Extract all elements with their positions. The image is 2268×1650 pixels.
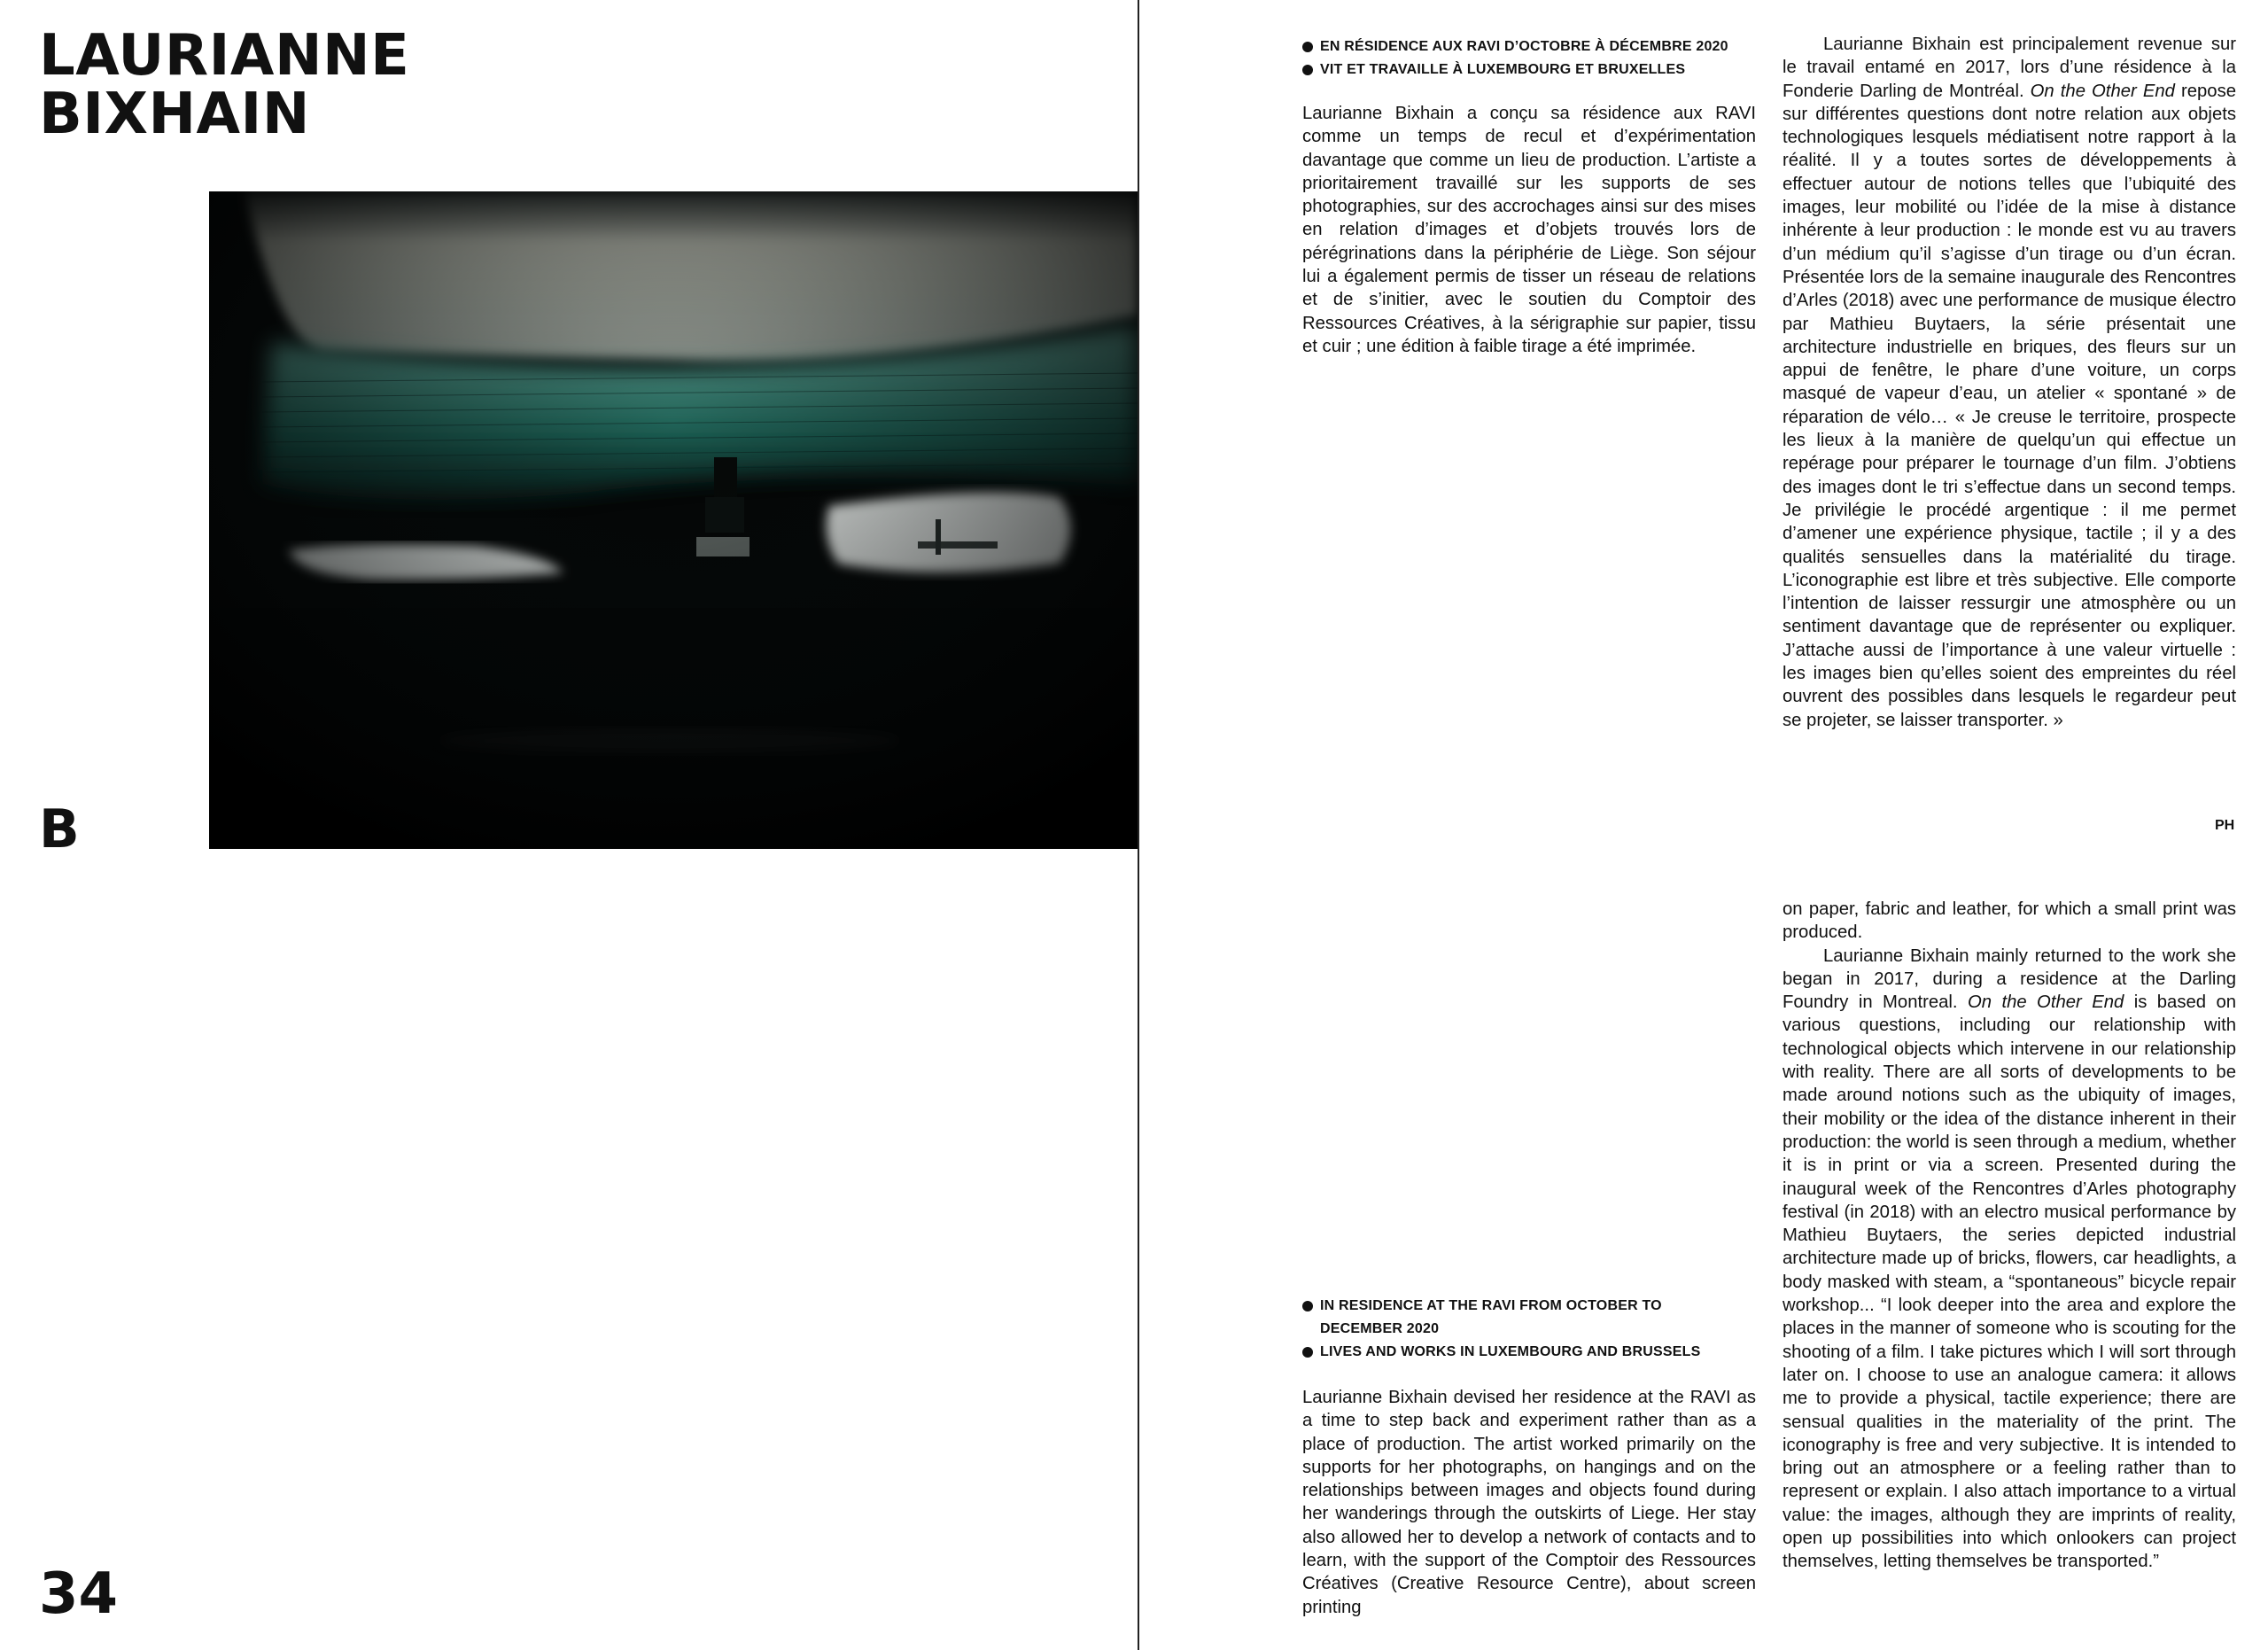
fr-meta-list bbox=[1302, 35, 1781, 82]
artist-name-heading bbox=[39, 23, 410, 147]
en-meta-list bbox=[1302, 1295, 1719, 1364]
fr-work-title: On the Other End bbox=[2030, 81, 2175, 101]
page-fold-divider bbox=[1138, 0, 1139, 1650]
photograph-image bbox=[209, 191, 1138, 849]
en-meta-residence: IN RESIDENCE AT THE RAVI FROM OCTOBER TO DECEMBER 2020 bbox=[1302, 1295, 1719, 1341]
en-main-text-b: is based on various questions, including our relationship with technological objects which intervene in our relationship with reality. There are all sorts of developments to be made around notions such as the ubiquity of images, their mobility or the idea of the distance inherent in their production: the world is seen through a medium, whether it is in print or via a screen. Presented during the inaugural week of the Rencontres d’Arles photography festival (in 2018) with an electro musical performance by Mathieu Buytaers, the series depicted industrial architecture made up of bricks, flowers, car headlights, a body masked with steam, a “spontaneous” bicycle repair workshop... “I look deeper into the area and explore the places in the manner of someone who is scouting for the shooting of a film. I take pictures which I will sort through later on. I choose to use an analogue camera: it allows me to provide a physical, tactile experience; there are sensual qualities in the materiality of the print. The iconography is free and very subjective. It is intended to bring out an atmosphere or a feeling rather than to represent or explain. I also attach importance to a virtual value: the images, although they are imprints of reality, open up possibilities into which onlookers can project themselves, letting themselves be transported.” bbox=[1783, 992, 2237, 1572]
artist-name-line-1: LAURIANNE bbox=[39, 23, 410, 89]
en-work-title: On the Other End bbox=[1967, 992, 2124, 1013]
fr-main-text-b: repose sur différentes questions dont notre relation aux objets technologiques lesquels médiatisent notre rapport à la réalité. Il y a toutes sortes de développements à effectuer autour de notions telles que l’ubiquité des images, leur mobilité ou l’idée de la mise à distance inhérente à leur production : le monde est vu au travers d’un médium qu’il s’agisse d’un tirage ou d’un écran. Présentée lors de la semaine inaugurale des Rencontres d’Arles (2018) avec une performance de musique électro par Mathieu Buytaers, la série présentait une architecture industrielle en briques, des fleurs sur un appui de fenêtre, le phare d’une voiture, un corps masqué de vapeur d’eau, un atelier « spontané » de réparation de vélo… « Je creuse le territoire, prospecte les lieux à la manière de quelqu’un qui effectue un repérage pour préparer le tournage d’un film. J’obtiens des images dont le tri s’effectue dans un second temps. Je privilégie le procédé argentique : il me permet d’amener une expérience physique, tactile ; il y a des qualités sensuelles dans la matérialité du tirage. L’iconographie est libre et très subjective. Elle comporte l’intention de laisser ressurgir une atmosphère ou un sentiment davantage que de représenter ou expliquer. J’attache aussi de l’importance à une valeur virtuelle : les images bien qu’elles soient des empreintes du réel ouvrent des possibles dans lesquels le regardeur peut se projeter, se laisser transporter. » bbox=[1783, 81, 2236, 730]
en-intro-text bbox=[1302, 1386, 1756, 1619]
fr-main-text bbox=[1783, 33, 2236, 732]
en-main-paragraph bbox=[1783, 945, 2236, 1574]
page-number: 34 bbox=[39, 1561, 119, 1627]
en-continuation-paragraph: on paper, fabric and leather, for which a small print was produced. bbox=[1783, 899, 2236, 943]
artwork-photograph bbox=[209, 191, 1138, 849]
en-meta-location: LIVES AND WORKS IN LUXEMBOURG AND BRUSSELS bbox=[1302, 1341, 1719, 1364]
section-letter: B bbox=[39, 798, 80, 860]
fr-meta-residence: EN RÉSIDENCE AUX RAVI D’OCTOBRE À DÉCEMBRE 2020 bbox=[1302, 35, 1781, 58]
en-intro-paragraph: Laurianne Bixhain devised her residence at the RAVI as a time to step back and experiment rather than as a place of production. The artist worked primarily on the supports for her photographs, on hangings and on the relationships between images and objects found during her wanderings through the outskirts of Liege. Her stay also allowed her to develop a network of contacts and to learn, with the support of the Comptoir des Ressources Créatives (Creative Resource Centre), about screen printing bbox=[1302, 1388, 1756, 1617]
en-main-text bbox=[1783, 898, 2236, 1574]
fr-main-text-a: Laurianne Bixhain est principalement revenue sur le travail entamé en 2017, lors d’une résidence à la Fonderie Darling de Montréal. bbox=[1783, 35, 2236, 101]
author-initials: PH bbox=[2215, 818, 2235, 833]
artist-name-line-2: BIXHAIN bbox=[39, 82, 310, 147]
fr-meta-location: VIT ET TRAVAILLE À LUXEMBOURG ET BRUXELLES bbox=[1302, 58, 1781, 82]
en-main-text-a: Laurianne Bixhain mainly returned to the work she began in 2017, during a residence at the Darling Foundry in Montreal. bbox=[1783, 946, 2236, 1013]
fr-main-paragraph bbox=[1783, 33, 2236, 732]
fr-intro-paragraph: Laurianne Bixhain a conçu sa résidence aux RAVI comme un temps de recul et d’expérimentation davantage que comme un lieu de production. L’artiste a prioritairement travaillé sur les supports de ses photographies, sur des accrochages ainsi sur des mises en relation d’images et d’objets trouvés lors de pérégrinations dans la périphérie de Liège. Son séjour lui a également permis de tisser un réseau de relations et de s’initier, avec le soutien du Comptoir des Ressources Créatives, à la sérigraphie sur papier, tissu et cuir ; une édition à faible tirage a été imprimée. bbox=[1302, 104, 1756, 356]
fr-intro-text bbox=[1302, 102, 1756, 358]
